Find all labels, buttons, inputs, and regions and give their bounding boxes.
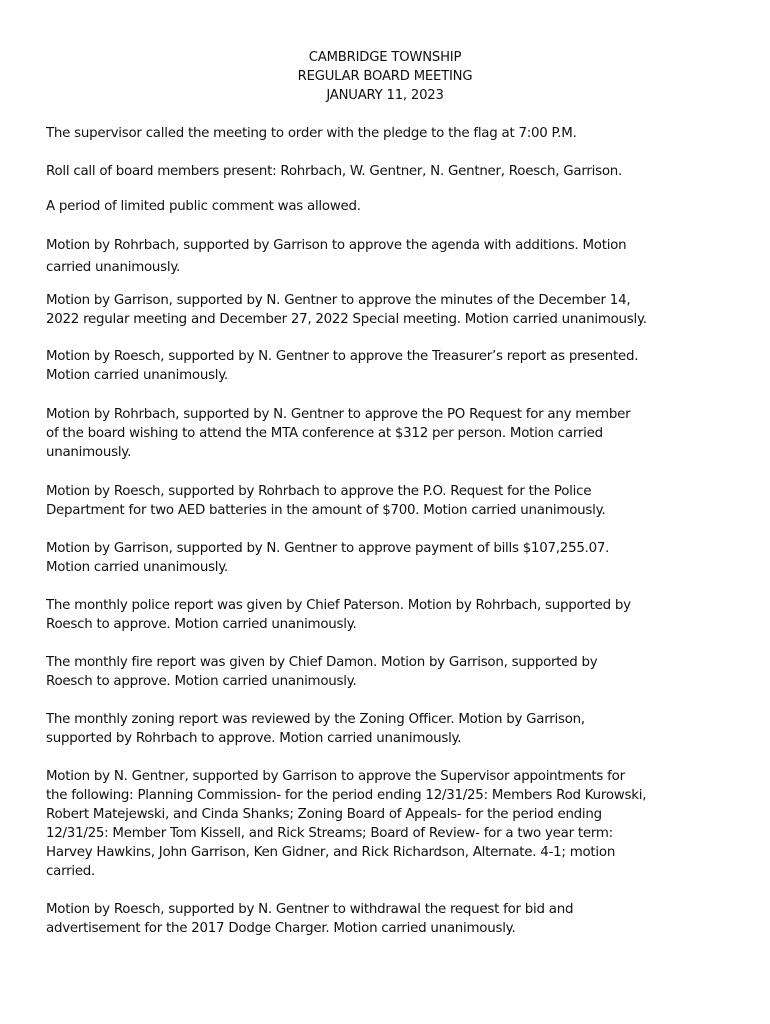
paragraph-zoning-report xyxy=(46,710,731,748)
paragraph-line: carried unanimously. xyxy=(46,260,181,275)
document-header xyxy=(0,48,770,105)
paragraph-charger-motion xyxy=(46,900,731,938)
paragraph-line: Motion by Roesch, supported by N. Gentner to approve the Treasurer’s report as presented. xyxy=(46,349,639,364)
paragraph-line: Motion by Roesch, supported by N. Gentner to withdrawal the request for bid and xyxy=(46,902,574,917)
paragraph-bills-motion xyxy=(46,539,731,577)
paragraph-police-report xyxy=(46,596,731,634)
paragraph-line: A period of limited public comment was allowed. xyxy=(46,199,361,214)
paragraph-mta-motion xyxy=(46,405,731,462)
paragraph-roll-call xyxy=(46,162,731,181)
paragraph-line: supported by Rohrbach to approve. Motion carried unanimously. xyxy=(46,731,462,746)
paragraph-line: The monthly fire report was given by Chief Damon. Motion by Garrison, supported by xyxy=(46,655,598,670)
paragraph-line: The supervisor called the meeting to order with the pledge to the flag at 7:00 P.M. xyxy=(46,126,577,141)
paragraph-line: Motion by N. Gentner, supported by Garrison to approve the Supervisor appointments for xyxy=(46,769,625,784)
paragraph-line: Department for two AED batteries in the amount of $700. Motion carried unanimously. xyxy=(46,503,606,518)
paragraph-line: the following: Planning Commission- for the period ending 12/31/25: Members Rod Kurowski, xyxy=(46,788,647,803)
paragraph-treasurer-motion xyxy=(46,347,731,385)
meeting-type: REGULAR BOARD MEETING xyxy=(297,69,473,84)
paragraph-call-to-order xyxy=(46,124,731,143)
paragraph-appointments-motion xyxy=(46,767,731,881)
paragraph-line: Motion by Rohrbach, supported by Garrison to approve the agenda with additions. Motion xyxy=(46,238,627,253)
paragraph-line: Motion carried unanimously. xyxy=(46,368,229,383)
paragraph-line: Motion by Rohrbach, supported by N. Gentner to approve the PO Request for any member xyxy=(46,407,631,422)
paragraph-line: 12/31/25: Member Tom Kissell, and Rick Streams; Board of Review- for a two year term: xyxy=(46,826,613,841)
paragraph-line: Robert Matejewski, and Cinda Shanks; Zoning Board of Appeals- for the period ending xyxy=(46,807,602,822)
paragraph-line: Roesch to approve. Motion carried unanimously. xyxy=(46,674,357,689)
paragraph-minutes-motion xyxy=(46,291,731,329)
paragraph-line: The monthly police report was given by Chief Paterson. Motion by Rohrbach, supported by xyxy=(46,598,631,613)
township-name: CAMBRIDGE TOWNSHIP xyxy=(308,50,462,65)
paragraph-line: of the board wishing to attend the MTA conference at $312 per person. Motion carried xyxy=(46,426,603,441)
paragraph-fire-report xyxy=(46,653,731,691)
meeting-date: JANUARY 11, 2023 xyxy=(326,88,444,103)
paragraph-line: 2022 regular meeting and December 27, 2022 Special meeting. Motion carried unanimously. xyxy=(46,312,647,327)
paragraph-aed-motion xyxy=(46,482,731,520)
paragraph-agenda-motion xyxy=(46,235,731,279)
paragraph-public-comment xyxy=(46,197,731,216)
paragraph-line: Harvey Hawkins, John Garrison, Ken Gidner, and Rick Richardson, Alternate. 4-1; motion xyxy=(46,845,616,860)
paragraph-line: Motion by Garrison, supported by N. Gentner to approve payment of bills $107,255.07. xyxy=(46,541,610,556)
paragraph-line: unanimously. xyxy=(46,445,132,460)
paragraph-line: Motion by Garrison, supported by N. Gentner to approve the minutes of the December 14, xyxy=(46,293,631,308)
paragraph-line: Roll call of board members present: Rohrbach, W. Gentner, N. Gentner, Roesch, Garrison. xyxy=(46,164,623,179)
paragraph-line: Motion by Roesch, supported by Rohrbach to approve the P.O. Request for the Police xyxy=(46,484,592,499)
paragraph-line: carried. xyxy=(46,864,96,879)
paragraph-line: The monthly zoning report was reviewed by the Zoning Officer. Motion by Garrison, xyxy=(46,712,585,727)
paragraph-line: Motion carried unanimously. xyxy=(46,560,229,575)
paragraph-line: advertisement for the 2017 Dodge Charger. Motion carried unanimously. xyxy=(46,921,516,936)
paragraph-line: Roesch to approve. Motion carried unanimously. xyxy=(46,617,357,632)
